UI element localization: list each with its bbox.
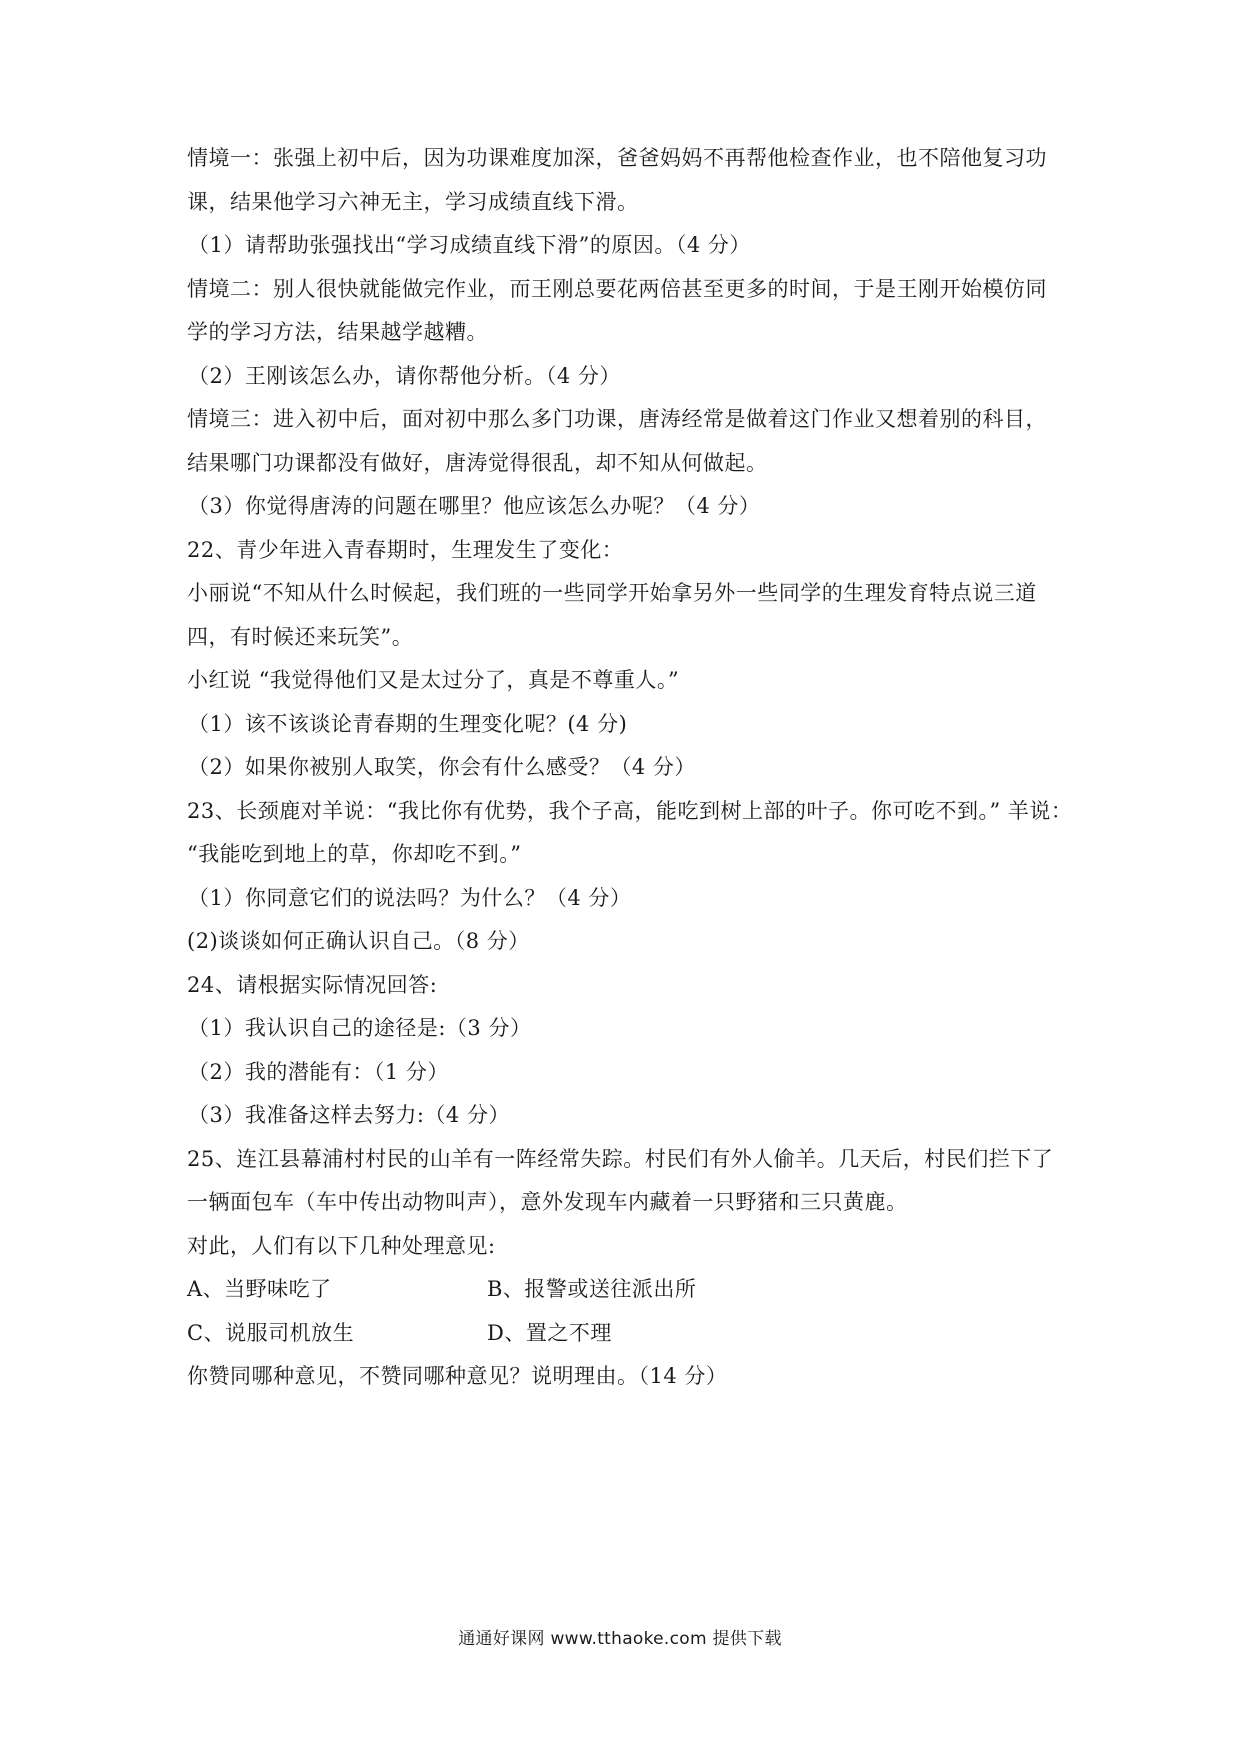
question-item: （2）王刚该怎么办，请你帮他分析。（4 分） xyxy=(188,364,621,388)
page-footer: 通通好课网 www.tthaoke.com 提供下载 xyxy=(458,1629,782,1649)
text-line: 情境一：张强上初中后，因为功课难度加深，爸爸妈妈不再帮他检查作业，也不陪他复习功 xyxy=(187,146,1047,170)
question-item: （3）我准备这样去努力:（4 分） xyxy=(188,1103,510,1127)
question-item: （1）请帮助张强找出“学习成绩直线下滑”的原因。（4 分） xyxy=(188,233,751,257)
option-b: B、报警或送往派出所 xyxy=(487,1277,697,1301)
question-item: （1）你同意它们的说法吗？为什么？（4 分） xyxy=(188,886,632,910)
text-line: 情境二：别人很快就能做完作业，而王刚总要花两倍甚至更多的时间，于是王刚开始模仿同 xyxy=(187,277,1047,301)
text-line: 一辆面包车（车中传出动物叫声），意外发现车内藏着一只野猪和三只黄鹿。 xyxy=(187,1190,908,1214)
question-item: （1）该不该谈论青春期的生理变化呢？(4 分) xyxy=(188,712,628,736)
question-item: (2)谈谈如何正确认识自己。（8 分） xyxy=(187,929,530,953)
text-line: 情境三：进入初中后，面对初中那么多门功课，唐涛经常是做着这门作业又想着别的科目， xyxy=(187,407,1047,431)
question-item: （2）如果你被别人取笑，你会有什么感受？（4 分） xyxy=(188,755,696,779)
text-line: “我能吃到地上的草，你却吃不到。” xyxy=(187,842,522,866)
text-line: 小红说 “我觉得他们又是太过分了，真是不尊重人。” xyxy=(187,668,680,692)
option-a: A、当野味吃了 xyxy=(187,1277,332,1301)
question-heading: 22、青少年进入青春期时，生理发生了变化： xyxy=(187,538,624,562)
option-d: D、置之不理 xyxy=(487,1321,612,1345)
question-item: （2）我的潜能有：（1 分） xyxy=(188,1060,449,1084)
final-question: 你赞同哪种意见，不赞同哪种意见？说明理由。（14 分） xyxy=(187,1364,728,1388)
text-line: 学的学习方法，结果越学越糟。 xyxy=(187,320,488,344)
text-line: 对此，人们有以下几种处理意见: xyxy=(187,1234,496,1258)
question-item: （3）你觉得唐涛的问题在哪里？他应该怎么办呢？（4 分） xyxy=(188,494,761,518)
question-heading: 25、连江县幕浦村村民的山羊有一阵经常失踪。村民们有外人偷羊。几天后，村民们拦下了 xyxy=(187,1147,1054,1171)
text-line: 结果哪门功课都没有做好，唐涛觉得很乱，却不知从何做起。 xyxy=(187,451,768,475)
question-heading: 23、长颈鹿对羊说：“我比你有优势，我个子高，能吃到树上部的叶子。你可吃不到。” 羊说： xyxy=(187,799,1073,823)
question-heading: 24、请根据实际情况回答: xyxy=(187,973,438,997)
text-line: 小丽说“不知从什么时候起，我们班的一些同学开始拿另外一些同学的生理发育特点说三道 xyxy=(187,581,1037,605)
text-line: 课，结果他学习六神无主，学习成绩直线下滑。 xyxy=(187,190,639,214)
text-line: 四，有时候还来玩笑”。 xyxy=(187,625,414,649)
question-item: （1）我认识自己的途径是:（3 分） xyxy=(188,1016,532,1040)
option-c: C、说服司机放生 xyxy=(187,1321,355,1345)
